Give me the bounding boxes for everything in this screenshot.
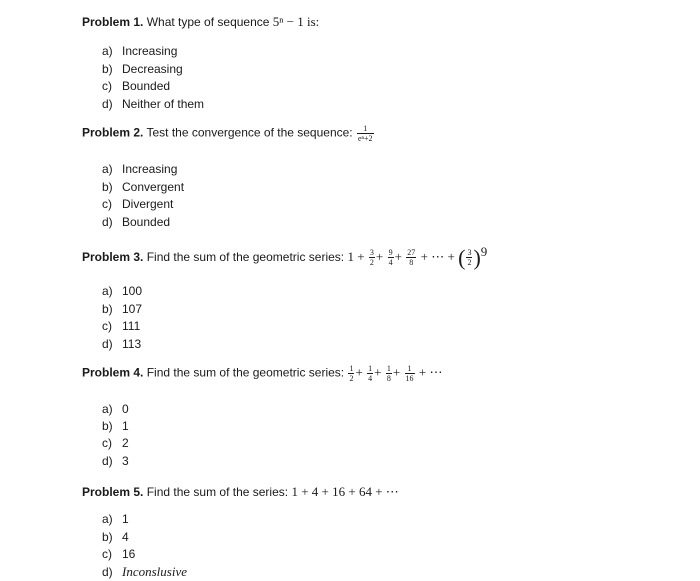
problem-2 <box>82 124 375 143</box>
fraction-numerator: 3 <box>467 248 472 258</box>
left-paren: ( <box>458 244 466 270</box>
option-2a[interactable] <box>102 162 177 176</box>
fraction-denominator: 4 <box>388 258 393 268</box>
plus-sign: + <box>355 364 363 380</box>
fraction <box>369 248 375 267</box>
option-label: a) <box>102 402 113 416</box>
option-text: Bounded <box>122 79 171 93</box>
problem-expression: 5ⁿ − 1 is: <box>272 14 320 29</box>
option-text: 3 <box>122 454 129 468</box>
option-5c[interactable] <box>102 547 135 561</box>
option-text: 107 <box>122 302 143 316</box>
option-text: 111 <box>122 319 141 333</box>
fraction-denominator: 2 <box>349 374 354 383</box>
fraction <box>388 248 394 267</box>
option-text: Convergent <box>122 180 185 194</box>
fraction-denominator: 2 <box>467 258 472 268</box>
option-4b[interactable] <box>102 419 129 433</box>
problem-expression: 1 + 4 + 16 + 64 + ⋯ <box>291 484 399 499</box>
option-label: a) <box>102 44 113 58</box>
problem-5 <box>82 484 399 500</box>
fraction-denominator: 8 <box>409 258 414 268</box>
option-label: d) <box>102 454 113 468</box>
option-label: c) <box>102 436 112 450</box>
option-label: a) <box>102 284 113 298</box>
option-4d[interactable] <box>102 454 129 468</box>
fraction-denominator: 2 <box>369 258 374 268</box>
fraction-denominator: 16 <box>405 374 414 383</box>
option-4a[interactable] <box>102 402 129 416</box>
option-1c[interactable] <box>102 79 170 93</box>
fraction-numerator: 1 <box>386 364 391 373</box>
option-label: b) <box>102 419 113 433</box>
option-label: d) <box>102 97 113 111</box>
fraction-numerator: 3 <box>369 248 374 258</box>
problem-text: Find the sum of the series: <box>146 485 289 499</box>
option-text: Bounded <box>122 215 171 229</box>
problem-title: Problem 3. <box>82 250 144 264</box>
problem-text: Test the convergence of the sequence: <box>146 125 353 140</box>
series-tail: + ⋯ <box>418 364 443 380</box>
option-label: b) <box>102 530 113 544</box>
option-5a[interactable] <box>102 512 129 526</box>
option-1b[interactable] <box>102 62 183 76</box>
option-label: d) <box>102 565 113 579</box>
option-2b[interactable] <box>102 180 184 194</box>
fraction-denominator: eⁿ+2 <box>357 134 373 143</box>
fraction <box>357 124 374 143</box>
fraction <box>367 364 373 383</box>
plus-sign: + <box>392 364 401 380</box>
option-3a[interactable] <box>102 284 142 298</box>
option-5b[interactable] <box>102 530 129 544</box>
option-text: 113 <box>122 337 142 351</box>
option-text: 2 <box>122 436 129 450</box>
option-label: c) <box>102 79 112 93</box>
option-3c[interactable] <box>102 319 140 333</box>
plus-sign: + <box>374 364 382 380</box>
option-label: b) <box>102 62 113 76</box>
series-tail: + ⋯ + <box>420 249 455 264</box>
option-label: d) <box>102 215 113 229</box>
fraction <box>348 364 354 383</box>
option-label: a) <box>102 162 113 176</box>
option-text: 1 <box>122 512 129 526</box>
fraction-numerator: 1 <box>368 364 373 373</box>
option-text: Increasing <box>122 162 178 176</box>
option-text: Decreasing <box>122 62 183 76</box>
fraction-numerator: 1 <box>357 124 374 134</box>
option-label: c) <box>102 547 112 561</box>
plus-sign: + <box>375 249 384 264</box>
option-label: a) <box>102 512 113 526</box>
fraction-denominator: 4 <box>368 374 373 383</box>
fraction-numerator: 27 <box>407 248 416 258</box>
right-paren: ) <box>473 244 481 270</box>
problem-text: Find the sum of the geometric series: <box>146 250 345 264</box>
plus-sign: + <box>394 249 402 264</box>
problem-title: Problem 5. <box>82 485 144 499</box>
option-label: c) <box>102 319 112 333</box>
problem-text: What type of sequence <box>146 15 270 29</box>
fraction-numerator: 1 <box>349 364 354 373</box>
option-label: c) <box>102 197 112 211</box>
problem-title: Problem 4. <box>82 365 144 380</box>
problem-4 <box>82 364 442 383</box>
fraction <box>466 248 472 267</box>
fraction <box>386 364 392 383</box>
option-text: Inconslusive <box>122 564 187 579</box>
problem-title: Problem 1. <box>82 15 144 29</box>
option-1d[interactable] <box>102 97 204 111</box>
option-2d[interactable] <box>102 215 170 229</box>
option-label: b) <box>102 180 113 194</box>
option-5d[interactable] <box>102 564 187 580</box>
option-text: Divergent <box>122 197 174 211</box>
option-text: 1 <box>122 419 129 433</box>
option-text: 4 <box>122 530 129 544</box>
option-text: Increasing <box>122 44 178 58</box>
option-text: 0 <box>122 402 129 416</box>
option-text: Neither of them <box>122 97 205 111</box>
fraction-denominator: 8 <box>386 374 391 383</box>
option-3d[interactable] <box>102 337 141 351</box>
problem-3 <box>82 244 487 271</box>
option-4c[interactable] <box>102 436 129 450</box>
fraction <box>406 248 416 267</box>
option-1a[interactable] <box>102 44 177 58</box>
option-label: d) <box>102 337 113 351</box>
problem-title: Problem 2. <box>82 125 144 140</box>
option-label: b) <box>102 302 113 316</box>
option-text: 16 <box>122 547 136 561</box>
exponent: 9 <box>480 244 488 259</box>
fraction-numerator: 1 <box>405 364 415 374</box>
option-2c[interactable] <box>102 197 173 211</box>
problem-text: Find the sum of the geometric series: <box>146 365 345 380</box>
option-text: 100 <box>122 284 143 298</box>
problem-1 <box>82 14 319 30</box>
fraction-numerator: 9 <box>388 248 393 258</box>
option-3b[interactable] <box>102 302 142 316</box>
fraction <box>405 364 415 383</box>
series-start: 1 + <box>347 249 365 264</box>
